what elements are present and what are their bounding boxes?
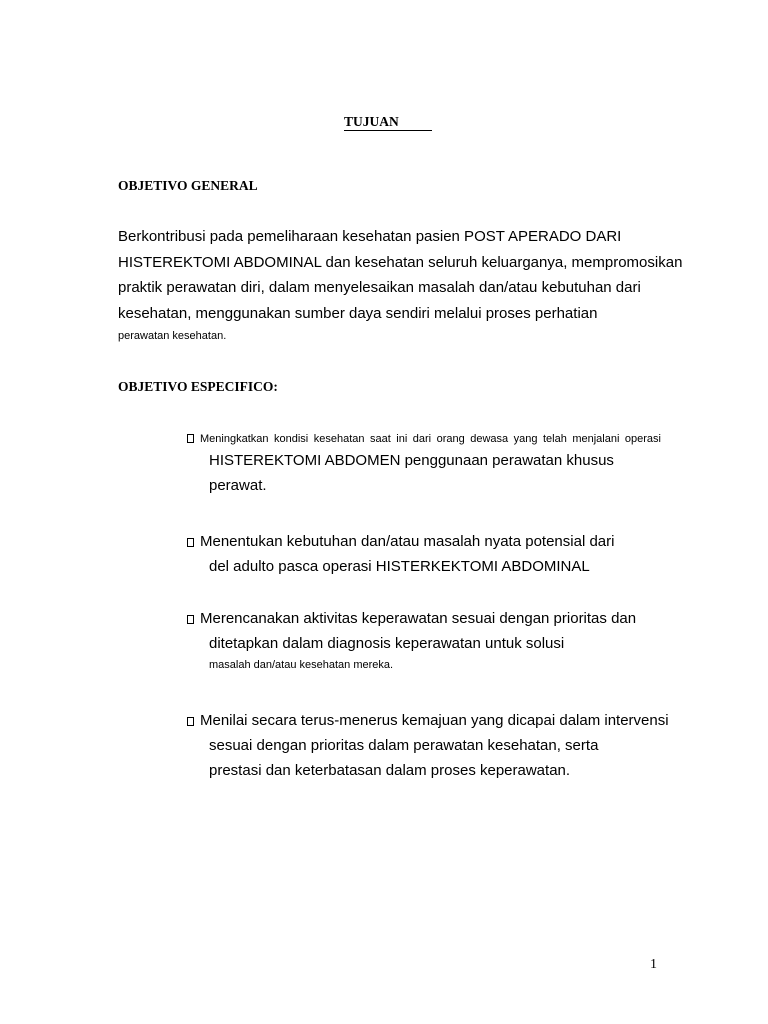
objective-list-item bbox=[187, 430, 667, 498]
square-bullet-icon bbox=[187, 434, 194, 443]
list-item-text: Meningkatkan kondisi kesehatan saat ini dari orang dewasa yang telah menjalani operasi bbox=[200, 433, 661, 445]
square-bullet-icon bbox=[187, 717, 194, 726]
list-item-text: Menilai secara terus-menerus kemajuan yang dicapai dalam intervensi bbox=[200, 712, 669, 729]
list-item-line: HISTEREKTOMI ABDOMEN penggunaan perawatan khusus bbox=[209, 452, 614, 469]
list-item-line: del adulto pasca operasi HISTERKEKTOMI ABDOMINAL bbox=[209, 558, 590, 575]
list-item-text: Menentukan kebutuhan dan/atau masalah nyata potensial dari bbox=[200, 533, 615, 550]
objective-list-item bbox=[187, 529, 667, 579]
specific-objective-heading: OBJETIVO ESPECIFICO: bbox=[118, 379, 278, 394]
list-item-line: masalah dan/atau kesehatan mereka. bbox=[209, 659, 394, 671]
general-objective-paragraph bbox=[118, 224, 718, 344]
list-item-line: perawat. bbox=[209, 477, 267, 494]
list-item-line: prestasi dan keterbatasan dalam proses keperawatan. bbox=[209, 762, 571, 779]
list-item-first-line bbox=[187, 430, 661, 448]
page-number: 1 bbox=[650, 957, 657, 972]
list-item-line: ditetapkan dalam diagnosis keperawatan untuk solusi bbox=[209, 635, 565, 652]
list-item-line: sesuai dengan prioritas dalam perawatan kesehatan, serta bbox=[209, 737, 599, 754]
paragraph-line: HISTEREKTOMI ABDOMINAL dan kesehatan seluruh keluarganya, mempromosikan bbox=[118, 253, 683, 271]
general-objective-heading: OBJETIVO GENERAL bbox=[118, 178, 258, 193]
list-item-first-line bbox=[187, 606, 667, 631]
square-bullet-icon bbox=[187, 538, 194, 547]
objective-list-item bbox=[187, 606, 667, 674]
list-item-first-line bbox=[187, 529, 667, 554]
page-title: TUJUAN bbox=[344, 114, 432, 131]
paragraph-line: kesehatan, menggunakan sumber daya sendiri melalui proses perhatian bbox=[118, 304, 598, 322]
list-item-first-line bbox=[187, 708, 667, 733]
paragraph-line: Berkontribusi pada pemeliharaan kesehatan pasien POST APERADO DARI bbox=[118, 228, 622, 245]
list-item-text: Merencanakan aktivitas keperawatan sesuai dengan prioritas dan bbox=[200, 610, 637, 627]
objective-list-item bbox=[187, 708, 667, 783]
square-bullet-icon bbox=[187, 615, 194, 624]
paragraph-line: praktik perawatan diri, dalam menyelesaikan masalah dan/atau kebutuhan dari bbox=[118, 279, 641, 297]
paragraph-line: perawatan kesehatan. bbox=[118, 330, 227, 343]
